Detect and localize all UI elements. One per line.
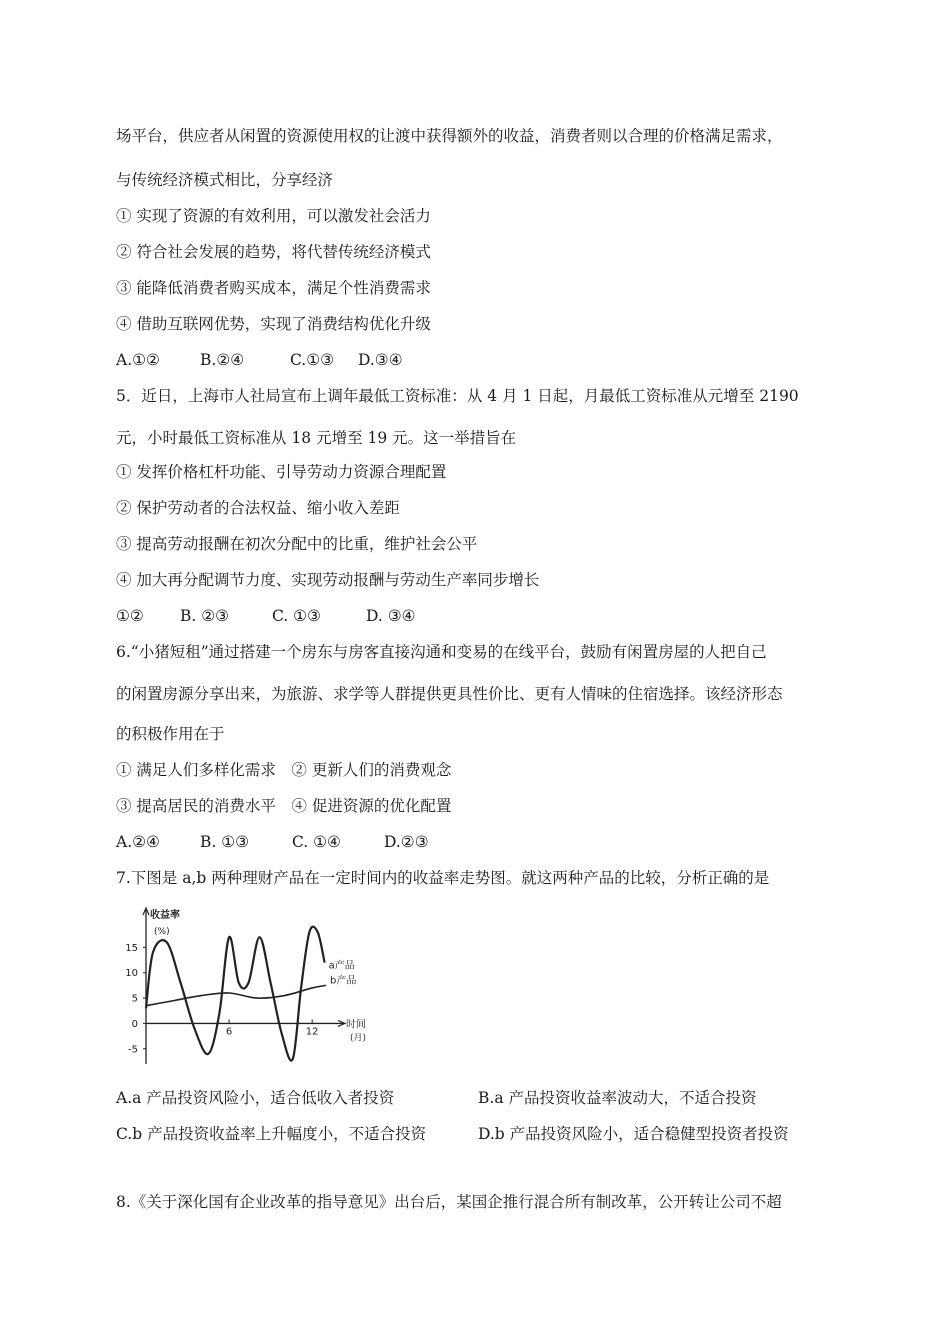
choice-c: C.b 产品投资收益率上升幅度小，不适合投资 bbox=[116, 1125, 427, 1143]
option-line: ① 实现了资源的有效利用，可以激发社会活力 bbox=[116, 207, 431, 225]
series-label: a产品 bbox=[328, 960, 355, 972]
answer-choices bbox=[116, 832, 429, 852]
option-line: ① 满足人们多样化需求 ② 更新人们的消费观念 bbox=[116, 761, 452, 779]
question-7: 7.下图是 a,b 两种理财产品在一定时间内的收益率走势图。就这两种产品的比较，分析正确的是 bbox=[116, 869, 770, 887]
x-axis-unit: (月) bbox=[350, 1033, 367, 1044]
choice: B. ②③ bbox=[180, 607, 230, 625]
choice: C. ①④ bbox=[292, 833, 341, 851]
x-axis-label: 时间 bbox=[346, 1019, 366, 1031]
choice: A.①② bbox=[116, 351, 160, 369]
option-line: ② 保护劳动者的合法权益、缩小收入差距 bbox=[116, 499, 400, 517]
option-line: ④ 加大再分配调节力度、实现劳动报酬与劳动生产率同步增长 bbox=[116, 571, 540, 589]
y-tick-label: 10 bbox=[125, 968, 138, 980]
chart-axes bbox=[143, 908, 345, 1064]
option-line: ④ 借助互联网优势，实现了消费结构优化升级 bbox=[116, 315, 431, 333]
choice: B.②④ bbox=[200, 351, 245, 369]
option-line: ② 符合社会发展的趋势，将代替传统经济模式 bbox=[116, 243, 431, 261]
choice: A.②④ bbox=[116, 833, 160, 851]
answer-row bbox=[116, 1088, 757, 1108]
question-6: 6.“小猪短租”通过搭建一个房东与房客直接沟通和变易的在线平台，鼓励有闲置房屋的人把自己 bbox=[116, 643, 767, 661]
choice-d: D.b 产品投资风险小，适合稳健型投资者投资 bbox=[478, 1125, 789, 1143]
paragraph-line: 的积极作用在于 bbox=[116, 725, 225, 743]
chart-series bbox=[146, 927, 326, 1061]
x-tick-label: 12 bbox=[305, 1026, 319, 1038]
y-tick-label: 0 bbox=[131, 1018, 138, 1030]
yield-trend-chart bbox=[112, 904, 392, 1074]
y-axis-label: 收益率 bbox=[150, 910, 180, 921]
question-5: 5．近日，上海市人社局宣布上调年最低工资标准：从 4 月 1 日起，月最低工资标准从元增至 2190 bbox=[116, 387, 799, 405]
choice: B. ①③ bbox=[200, 833, 250, 851]
choice: C. ①③ bbox=[272, 607, 321, 625]
option-line: ③ 提高居民的消费水平 ④ 促进资源的优化配置 bbox=[116, 797, 452, 815]
answer-choices bbox=[116, 350, 403, 370]
choice: D.②③ bbox=[384, 833, 429, 851]
answer-choices bbox=[116, 606, 416, 626]
option-line: ③ 能降低消费者购买成本，满足个性消费需求 bbox=[116, 279, 431, 297]
question-8: 8.《关于深化国有企业改革的指导意见》出台后，某国企推行混合所有制改革，公开转让公司不超 bbox=[116, 1193, 782, 1211]
paragraph-line: 的闲置房源分享出来，为旅游、求学等人群提供更具性价比、更有人情味的住宿选择。该经济形态 bbox=[116, 685, 783, 703]
paragraph-line: 元，小时最低工资标准从 18 元增至 19 元。这一举措旨在 bbox=[116, 429, 517, 447]
y-axis-unit: (%) bbox=[154, 927, 170, 937]
x-tick-label: 6 bbox=[225, 1026, 233, 1038]
paragraph-line: 场平台，供应者从闲置的资源使用权的让渡中获得额外的收益，消费者则以合理的价格满足需求， bbox=[116, 127, 783, 145]
choice: D. ③④ bbox=[366, 607, 416, 625]
y-tick-label: 5 bbox=[131, 993, 138, 1005]
choice: D.③④ bbox=[358, 351, 403, 369]
option-line: ① 发挥价格杠杆功能、引导劳动力资源合理配置 bbox=[116, 463, 447, 481]
choice-a: A.a 产品投资风险小，适合低收入者投资 bbox=[116, 1089, 395, 1107]
choice-b: B.a 产品投资收益率波动大，不适合投资 bbox=[478, 1089, 757, 1107]
paragraph-line: 与传统经济模式相比，分享经济 bbox=[116, 171, 334, 189]
y-tick-label: 15 bbox=[125, 942, 138, 954]
choice: C.①③ bbox=[290, 351, 335, 369]
choice: ①② bbox=[116, 607, 144, 625]
option-line: ③ 提高劳动报酬在初次分配中的比重，维护社会公平 bbox=[116, 535, 478, 553]
series-label: b产品 bbox=[330, 975, 357, 987]
answer-row bbox=[116, 1124, 789, 1144]
y-tick-label: -5 bbox=[128, 1044, 138, 1056]
